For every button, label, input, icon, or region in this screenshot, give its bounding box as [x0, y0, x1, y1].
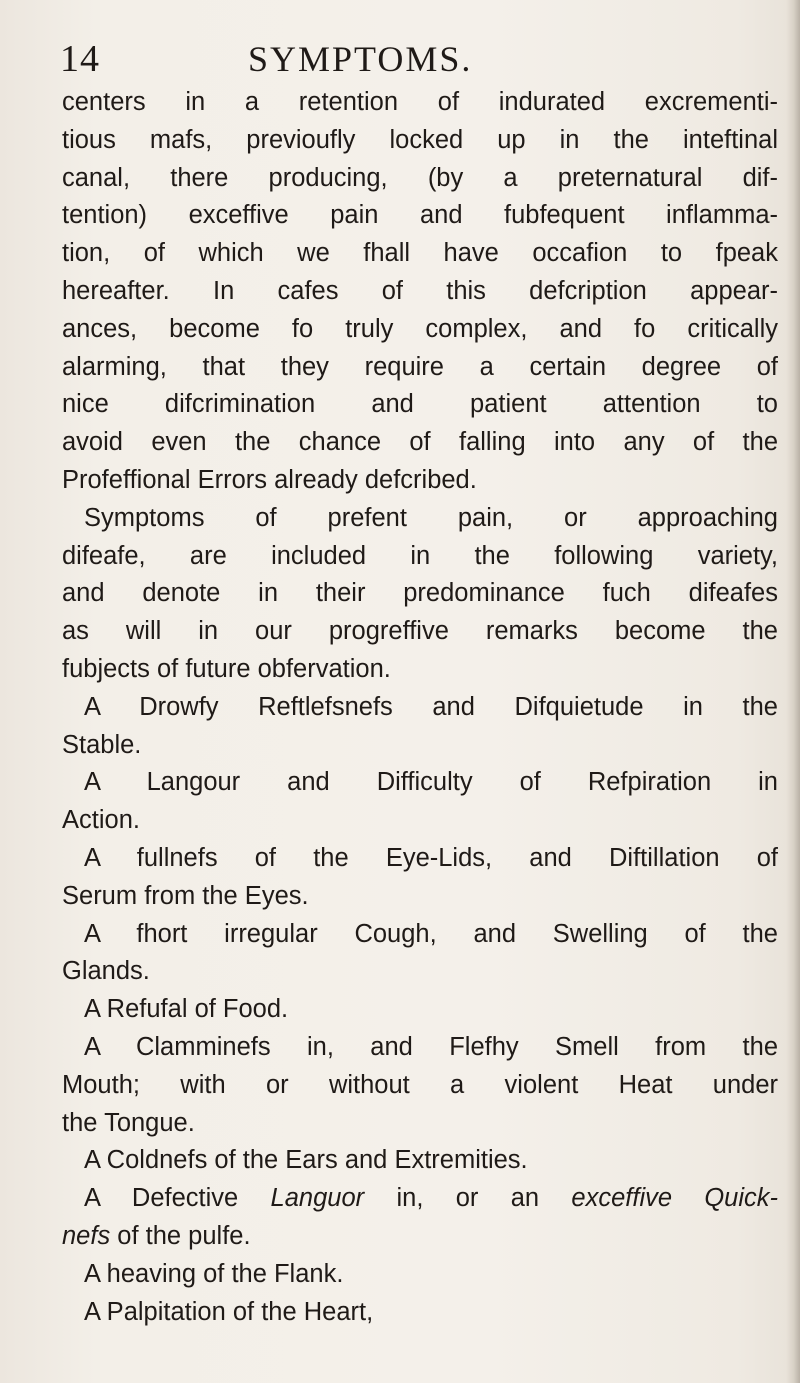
text-line: tention) exceffive pain and fubfequent inflamma-: [62, 201, 778, 230]
text-line: ances, become fo truly complex, and fo critically: [62, 314, 778, 343]
page-gutter-shadow: [786, 0, 800, 1383]
text-line: as will in our progreffive remarks become the: [62, 617, 778, 646]
text-line: Profeffional Errors already defcribed.: [62, 465, 477, 494]
text-line: tion, of which we fhall have occafion to fpeak: [62, 239, 778, 268]
text-line: fubjects of future obfervation.: [62, 654, 391, 683]
italic-term: Languor: [270, 1184, 365, 1213]
text-line: Glands.: [62, 957, 150, 986]
page-header: [60, 34, 760, 84]
text-line: difeafe, are included in the following variety,: [62, 541, 778, 570]
text-line: Stable.: [62, 730, 142, 759]
text-line: [62, 1218, 778, 1256]
text-span: of the pulfe.: [117, 1221, 251, 1250]
text-line: A Clamminefs in, and Flefhy Smell from the: [84, 1032, 778, 1061]
text-line: Symptoms of prefent pain, or approaching: [84, 503, 778, 532]
text-span: A Defective: [84, 1184, 239, 1213]
text-line: A fullnefs of the Eye-Lids, and Diftillation of: [84, 843, 778, 872]
body-text: [62, 84, 778, 1331]
text-line: Action.: [62, 806, 140, 835]
italic-term: nefs: [62, 1221, 111, 1250]
text-line: the Tongue.: [62, 1108, 195, 1137]
text-line: A Palpitation of the Heart,: [84, 1297, 374, 1326]
text-line: A Langour and Difficulty of Refpiration in: [84, 768, 778, 797]
text-line: A Coldnefs of the Ears and Extremities.: [84, 1146, 528, 1175]
page-number: 14: [60, 38, 100, 80]
text-line: A heaving of the Flank.: [84, 1259, 344, 1288]
text-line: A Refufal of Food.: [84, 995, 289, 1024]
text-span: in, or an: [396, 1184, 540, 1213]
text-line: [62, 1180, 778, 1218]
text-line: A fhort irregular Cough, and Swelling of the: [84, 919, 778, 948]
italic-term: exceffive Quick-: [571, 1184, 778, 1213]
text-line: Mouth; with or without a violent Heat under: [62, 1070, 778, 1099]
text-line: and denote in their predominance fuch difeafes: [62, 579, 778, 608]
text-line: canal, there producing, (by a preternatural dif-: [62, 163, 778, 192]
text-line: hereafter. In cafes of this defcription appear-: [62, 276, 778, 305]
text-line: avoid even the chance of falling into any of the: [62, 428, 778, 457]
running-head: SYMPTOMS.: [248, 39, 473, 79]
text-line: Serum from the Eyes.: [62, 881, 309, 910]
text-line: nice difcrimination and patient attention to: [62, 390, 778, 419]
text-line: centers in a retention of indurated excrementi-: [62, 88, 778, 116]
text-line: A Drowfy Reftlefsnefs and Difquietude in the: [84, 692, 778, 721]
text-line: alarming, that they require a certain degree of: [62, 352, 778, 381]
text-line: tious mafs, previoufly locked up in the inteftinal: [62, 125, 778, 154]
